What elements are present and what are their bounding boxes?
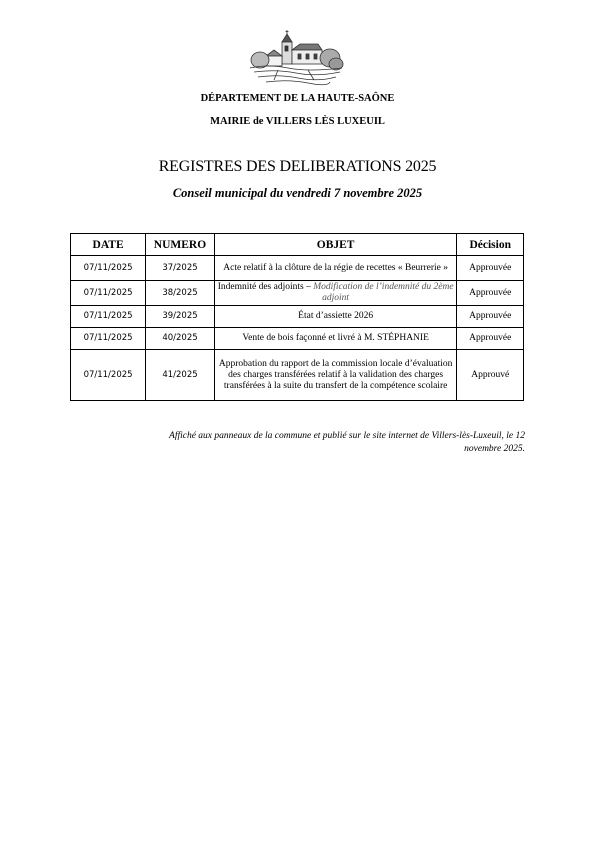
row-decision: Approuvée xyxy=(457,256,524,281)
row-objet-text: Indemnité des adjoints – xyxy=(217,282,314,292)
page-subtitle: Conseil municipal du vendredi 7 novembre 2025 xyxy=(172,186,423,200)
department-heading: DÉPARTEMENT DE LA HAUTE-SAÔNE xyxy=(200,93,395,104)
row-objet xyxy=(214,306,457,328)
page-title: REGISTRES DES DELIBERATIONS 2025 xyxy=(158,158,437,175)
table-row xyxy=(71,256,524,281)
row-objet-text: Acte relatif à la clôture de la régie de recettes « Beurrerie » xyxy=(223,262,448,273)
deliberations-table xyxy=(70,233,524,401)
row-objet-text: État d’assiette 2026 xyxy=(298,311,374,321)
publication-notice: Affiché aux panneaux de la commune et publié sur le site internet de Villers-lès-Luxeuil, le 12 novembre 2025. xyxy=(169,431,525,454)
column-header-numero: NUMERO xyxy=(146,234,215,256)
row-numero: 37/2025 xyxy=(146,256,215,281)
row-decision: Approuvée xyxy=(457,328,524,350)
row-date: 07/11/2025 xyxy=(71,306,146,328)
row-objet xyxy=(214,281,457,306)
table-header-row xyxy=(71,234,524,256)
row-objet xyxy=(214,350,457,401)
row-date: 07/11/2025 xyxy=(71,350,146,401)
column-header-decision: Décision xyxy=(457,234,524,256)
row-decision: Approuvé xyxy=(457,350,524,401)
row-date: 07/11/2025 xyxy=(71,281,146,306)
row-decision: Approuvée xyxy=(457,281,524,306)
mairie-heading: MAIRIE de VILLERS LÈS LUXEUIL xyxy=(210,116,385,127)
table-row xyxy=(71,350,524,401)
table-row xyxy=(71,306,524,328)
table-row xyxy=(71,281,524,306)
row-objet xyxy=(214,328,457,350)
row-objet xyxy=(214,256,457,281)
column-header-date: DATE xyxy=(71,234,146,256)
row-decision: Approuvée xyxy=(457,306,524,328)
row-date: 07/11/2025 xyxy=(71,256,146,281)
row-numero: 38/2025 xyxy=(146,281,215,306)
row-numero: 39/2025 xyxy=(146,306,215,328)
table-row xyxy=(71,328,524,350)
column-header-objet: OBJET xyxy=(214,234,457,256)
row-objet-text: Vente de bois façonné et livré à M. STÉPHANIE xyxy=(242,333,429,343)
village-church-sketch-icon xyxy=(248,28,344,88)
row-date: 07/11/2025 xyxy=(71,328,146,350)
row-objet-detail: Modification de l’indemnité du 2ème adjoint xyxy=(313,282,454,303)
row-numero: 41/2025 xyxy=(146,350,215,401)
row-objet-text: Approbation du rapport de la commission locale d’évaluation des charges transférées relatif à la validation des charges transférées à la suite du transfert de la compétence scolaire xyxy=(218,358,453,391)
row-numero: 40/2025 xyxy=(146,328,215,350)
